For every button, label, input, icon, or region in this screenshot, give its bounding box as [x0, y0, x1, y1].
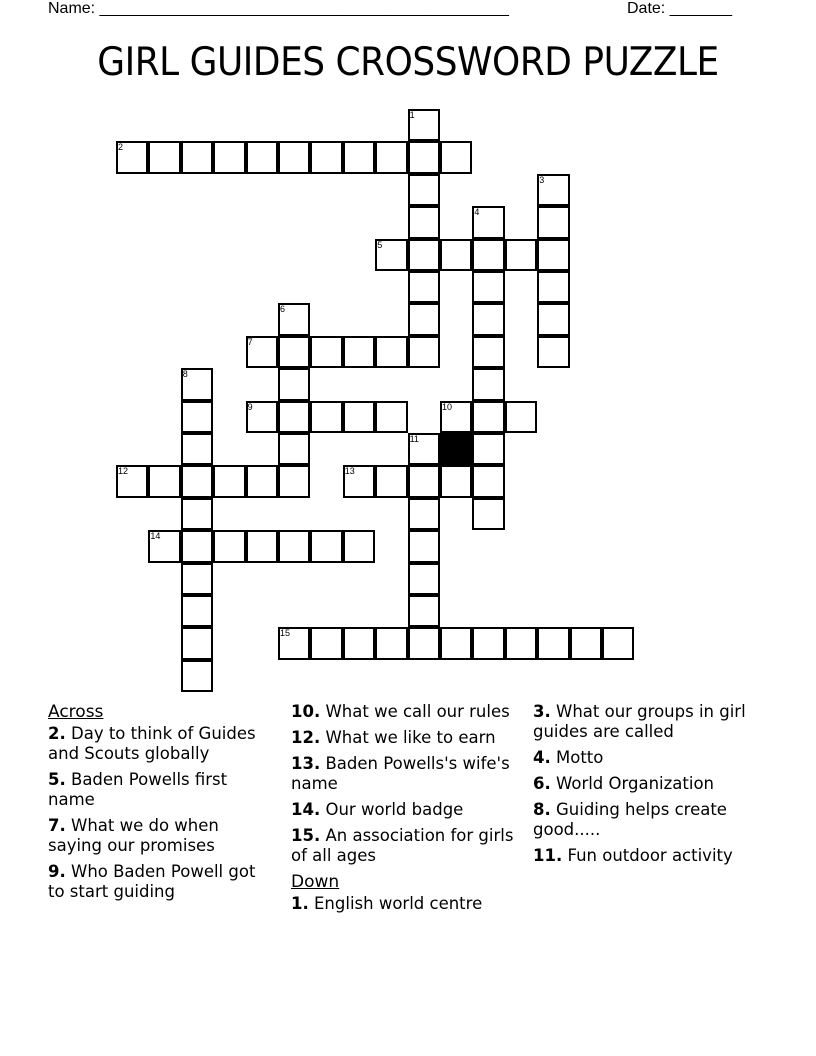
grid-cell[interactable] [181, 627, 213, 659]
grid-cell[interactable] [181, 141, 213, 173]
grid-cell[interactable] [408, 141, 440, 173]
grid-cell[interactable] [472, 627, 504, 659]
grid-cell[interactable] [310, 401, 342, 433]
grid-cell[interactable] [181, 465, 213, 497]
grid-cell[interactable] [181, 563, 213, 595]
grid-cell[interactable] [472, 271, 504, 303]
clue-text: Day to think of Guides and Scouts globally [48, 724, 256, 763]
date-field[interactable]: Date: _______ [627, 0, 732, 17]
grid-cell[interactable] [408, 627, 440, 659]
across-clue [291, 826, 516, 866]
clue-num: 9. [48, 862, 66, 881]
grid-cell[interactable] [310, 627, 342, 659]
down-clue [533, 748, 773, 768]
grid-cell[interactable] [343, 530, 375, 562]
clue-text: An association for girls of all ages [291, 826, 514, 865]
grid-cell[interactable] [440, 627, 472, 659]
down-heading: Down [291, 872, 340, 892]
clue-number: 9 [247, 401, 253, 412]
grid-cell[interactable] [408, 303, 440, 335]
clue-num: 1. [291, 894, 309, 913]
grid-cell[interactable] [602, 627, 634, 659]
grid-cell[interactable] [310, 336, 342, 368]
clue-num: 6. [533, 774, 551, 793]
grid-cell[interactable] [375, 401, 407, 433]
clues-column-3 [533, 702, 773, 872]
grid-cell[interactable] [408, 563, 440, 595]
clue-num: 15. [291, 826, 321, 845]
grid-cell[interactable] [278, 336, 310, 368]
clue-num: 12. [291, 728, 321, 747]
down-clue [533, 774, 773, 794]
grid-cell[interactable] [472, 401, 504, 433]
across-clue [48, 816, 263, 856]
clue-number: 8 [182, 369, 188, 380]
across-clue [291, 800, 516, 820]
grid-cell[interactable] [278, 465, 310, 497]
grid-cell[interactable] [343, 336, 375, 368]
grid-cell[interactable] [278, 368, 310, 400]
grid-cell[interactable] [213, 465, 245, 497]
grid-cell[interactable] [375, 336, 407, 368]
shaded-cell [440, 433, 472, 465]
grid-cell[interactable] [408, 595, 440, 627]
across-clue [48, 770, 263, 810]
clue-number: 2 [118, 142, 124, 153]
grid-cell[interactable] [246, 465, 278, 497]
clue-number: 3 [539, 174, 545, 185]
clue-text: What we do when saying our promises [48, 816, 219, 855]
across-clue [48, 862, 263, 902]
grid-cell[interactable] [472, 465, 504, 497]
clue-number: 15 [280, 628, 291, 639]
across-clue [48, 724, 263, 764]
clue-num: 5. [48, 770, 66, 789]
grid-cell[interactable] [440, 239, 472, 271]
down-clue [533, 702, 773, 742]
down-clue [533, 846, 773, 866]
grid-cell[interactable] [343, 627, 375, 659]
grid-cell[interactable] [537, 206, 569, 238]
grid-cell[interactable] [408, 465, 440, 497]
clue-text: World Organization [556, 774, 715, 793]
grid-cell[interactable] [310, 530, 342, 562]
grid-cell[interactable] [181, 595, 213, 627]
clue-num: 3. [533, 702, 551, 721]
grid-cell[interactable] [375, 465, 407, 497]
grid-cell[interactable] [505, 239, 537, 271]
clue-text: Guiding helps create good..... [533, 800, 727, 839]
clue-text: Baden Powells first name [48, 770, 228, 809]
grid-cell[interactable] [278, 141, 310, 173]
grid-cell[interactable] [246, 530, 278, 562]
grid-cell[interactable] [148, 465, 180, 497]
clue-num: 13. [291, 754, 321, 773]
grid-cell[interactable] [181, 401, 213, 433]
clue-number: 14 [150, 531, 161, 542]
clue-num: 14. [291, 800, 321, 819]
clue-text: Who Baden Powell got to start guiding [48, 862, 256, 901]
grid-cell[interactable] [537, 336, 569, 368]
grid-cell[interactable] [537, 627, 569, 659]
grid-cell[interactable] [505, 401, 537, 433]
grid-cell[interactable] [181, 498, 213, 530]
clue-text: What we call our rules [325, 702, 510, 721]
grid-cell[interactable] [213, 141, 245, 173]
name-field[interactable]: Name: ______________________________________________ [48, 0, 509, 17]
clue-number: 7 [247, 336, 253, 347]
grid-cell[interactable] [537, 271, 569, 303]
grid-cell[interactable] [181, 433, 213, 465]
grid-cell[interactable] [408, 239, 440, 271]
grid-cell[interactable] [375, 627, 407, 659]
clue-num: 4. [533, 748, 551, 767]
clue-num: 7. [48, 816, 66, 835]
grid-cell[interactable] [472, 498, 504, 530]
grid-cell[interactable] [181, 660, 213, 692]
grid-cell[interactable] [570, 627, 602, 659]
clue-text: Our world badge [325, 800, 464, 819]
grid-cell[interactable] [440, 141, 472, 173]
grid-cell[interactable] [472, 303, 504, 335]
clues-column-2 [291, 702, 516, 920]
grid-cell[interactable] [148, 141, 180, 173]
grid-cell[interactable] [213, 530, 245, 562]
grid-cell[interactable] [278, 433, 310, 465]
grid-cell[interactable] [537, 303, 569, 335]
grid-cell[interactable] [505, 627, 537, 659]
clue-number: 5 [377, 239, 383, 250]
grid-cell[interactable] [278, 401, 310, 433]
clue-text: Fun outdoor activity [567, 846, 733, 865]
grid-cell[interactable] [408, 530, 440, 562]
grid-cell[interactable] [375, 141, 407, 173]
grid-cell[interactable] [310, 141, 342, 173]
grid-cell[interactable] [181, 530, 213, 562]
clue-number: 12 [118, 466, 129, 477]
clue-number: 13 [344, 466, 355, 477]
grid-cell[interactable] [408, 271, 440, 303]
clue-num: 10. [291, 702, 321, 721]
grid-cell[interactable] [343, 401, 375, 433]
clues-across-column [48, 702, 263, 908]
clue-num: 8. [533, 800, 551, 819]
across-clue [291, 702, 516, 722]
down-clue [533, 800, 773, 840]
grid-cell[interactable] [408, 336, 440, 368]
clue-number: 10 [442, 401, 453, 412]
across-clue [291, 754, 516, 794]
grid-cell[interactable] [278, 530, 310, 562]
clue-num: 2. [48, 724, 66, 743]
grid-cell[interactable] [246, 141, 278, 173]
clue-number: 6 [280, 304, 286, 315]
clue-text: English world centre [314, 894, 483, 913]
down-clue [291, 894, 516, 914]
across-clue [291, 728, 516, 748]
grid-cell[interactable] [472, 239, 504, 271]
clue-text: Baden Powells's wife's name [291, 754, 510, 793]
clue-num: 11. [533, 846, 563, 865]
across-heading: Across [48, 702, 104, 722]
clue-number: 1 [409, 110, 415, 120]
clue-number: 11 [409, 434, 419, 444]
grid-cell[interactable] [472, 433, 504, 465]
grid-cell[interactable] [472, 336, 504, 368]
grid-cell[interactable] [408, 498, 440, 530]
clue-text: Motto [556, 748, 604, 767]
grid-cell[interactable] [343, 141, 375, 173]
clue-text: What our groups in girl guides are called [533, 702, 746, 741]
clue-text: What we like to earn [325, 728, 496, 747]
grid-cell[interactable] [472, 368, 504, 400]
page-title: GIRL GUIDES CROSSWORD PUZZLE [97, 40, 719, 85]
grid-cell[interactable] [408, 206, 440, 238]
clue-number: 4 [474, 207, 480, 218]
grid-cell[interactable] [408, 174, 440, 206]
grid-cell[interactable] [440, 465, 472, 497]
grid-cell[interactable] [537, 239, 569, 271]
